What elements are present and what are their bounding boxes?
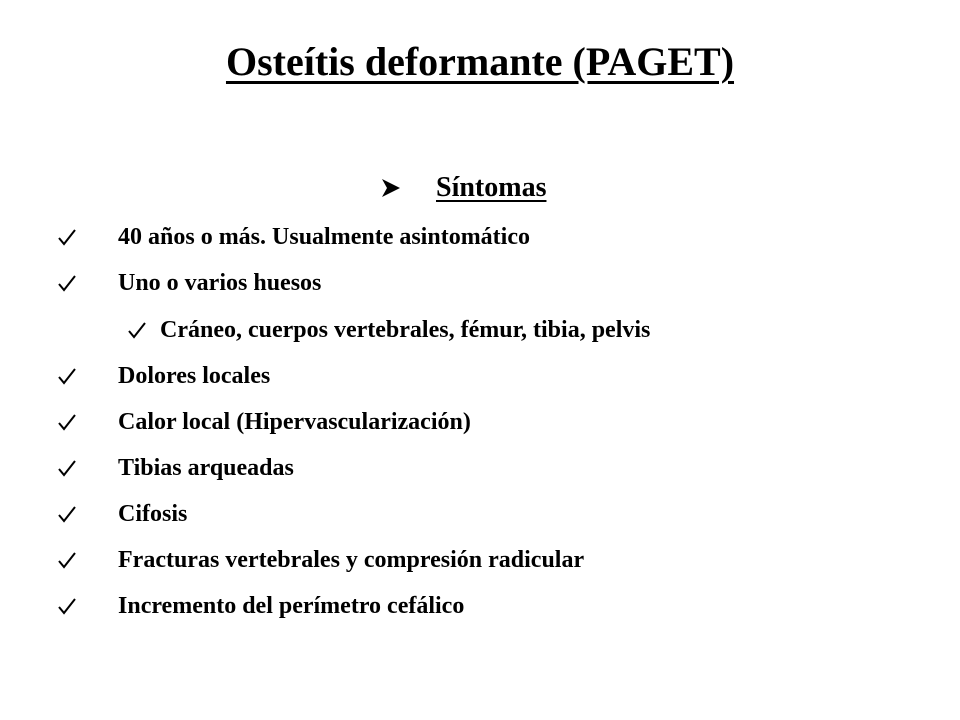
checkmark-icon [58,505,76,523]
list-item [58,407,471,437]
list-item-text: Incremento del perímetro cefálico [118,592,465,619]
list-item-text: Calor local (Hipervascularización) [118,408,471,435]
list-item-text: 40 años o más. Usualmente asintomático [118,223,530,250]
list-item [58,268,321,298]
list-item-text: Uno o varios huesos [118,269,322,296]
list-item-text: Fracturas vertebrales y compresión radicular [118,546,585,573]
checkmark-icon [58,459,76,477]
list-item-text: Cráneo, cuerpos vertebrales, fémur, tibia, pelvis [160,316,651,343]
checkmark-icon [58,597,76,615]
section-label: Síntomas [436,172,547,203]
list-item-sub [128,315,650,345]
list-item-text: Dolores locales [118,362,271,389]
list-item [58,591,464,621]
list-item-text: Tibias arqueadas [118,454,294,481]
checkmark-icon [58,228,76,246]
checkmark-icon [58,274,76,292]
list-item-text: Cifosis [118,500,188,527]
list-item [58,222,530,252]
list-item [58,361,270,391]
checkmark-icon [58,413,76,431]
slide-title: Osteítis deformante (PAGET) [225,39,735,84]
list-item [58,545,584,575]
checkmark-icon [58,367,76,385]
list-item [58,453,294,483]
checkmark-icon [128,321,146,339]
checkmark-icon [58,551,76,569]
list-item [58,499,187,529]
